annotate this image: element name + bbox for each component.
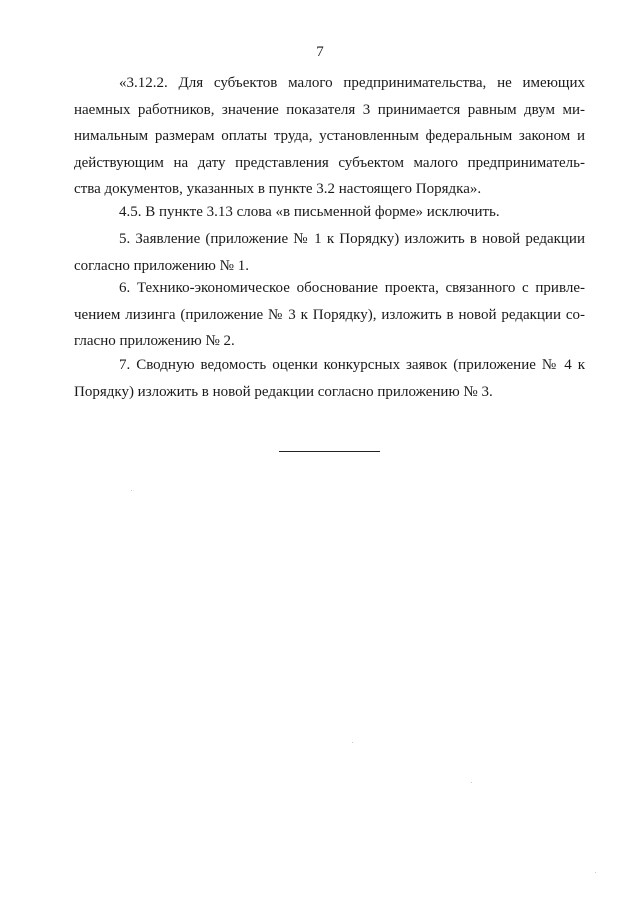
paragraph-line: 7. Сводную ведомость оценки конкурсных заявок (приложение № 4 к (119, 357, 585, 373)
page-number: 7 (316, 44, 324, 60)
paragraph-4-5 (74, 199, 585, 226)
paragraph-line: гласно приложению № 2. (74, 333, 235, 349)
scan-speck (471, 782, 472, 783)
paragraph-line: 5. Заявление (приложение № 1 к Порядку) изложить в новой редакции (119, 231, 585, 247)
paragraph-line: 4.5. В пункте 3.13 слова «в письменной форме» исключить. (119, 204, 500, 220)
paragraph-line: Порядку) изложить в новой редакции согласно приложению № 3. (74, 383, 493, 400)
paragraph-line: чением лизинга (приложение № 3 к Порядку), изложить в новой редакции со- (74, 306, 585, 323)
paragraph-line: ства документов, указанных в пункте 3.2 настоящего Порядка». (74, 181, 482, 197)
paragraph-line: наемных работников, значение показателя 3 принимается равным двум ми- (74, 101, 585, 118)
paragraph-5 (74, 226, 585, 279)
paragraph-7 (74, 352, 585, 405)
scan-speck (595, 872, 596, 873)
paragraph-line: «3.12.2. Для субъектов малого предпринимательства, не имеющих (119, 75, 585, 91)
scan-speck (352, 742, 353, 743)
paragraph-line: согласно приложению № 1. (74, 257, 249, 274)
paragraph-line: нимальным размерам оплаты труда, установленным федеральным законом и (74, 128, 585, 144)
paragraph-6 (74, 275, 585, 355)
closing-rule (279, 451, 380, 452)
paragraph-3-12-2 (74, 70, 585, 203)
scan-speck (131, 490, 132, 491)
paragraph-line: действующим на дату представления субъектом малого предприниматель- (74, 154, 585, 171)
paragraph-line: 6. Технико-экономическое обоснование проекта, связанного с привле- (119, 280, 585, 296)
